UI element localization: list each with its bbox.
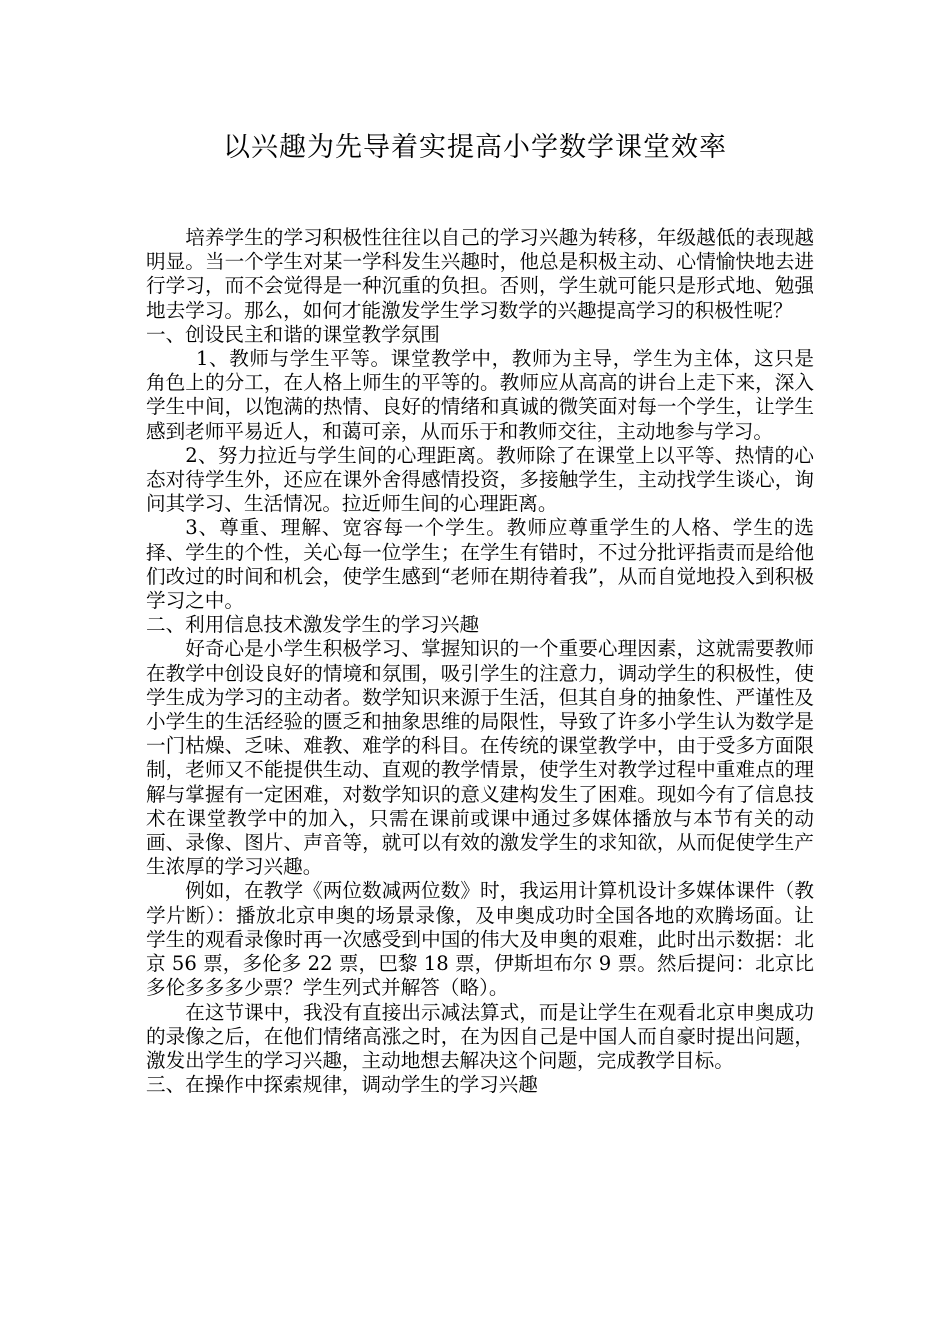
intro-paragraph: 培养学生的学习积极性往往以自己的学习兴趣为转移，年级越低的表现越明显。当一个学生对某一学科发生兴趣时，他总是积极主动、心情愉快地去进行学习，而不会觉得是一种沉重的负担。否则，学生就可能只是形式地、勉强地去学习。那么，如何才能激发学生学习数学的兴趣提高学习的积极性呢？	[146, 226, 814, 322]
document-body	[146, 226, 814, 1097]
section1-paragraph-3: 3、尊重、理解、宽容每一个学生。教师应尊重学生的人格、学生的选择、学生的个性，关心每一位学生；在学生有错时，不过分批评指责而是给他们改过的时间和机会，使学生感到“老师在期待着我”，从而自觉地投入到积极学习之中。	[146, 516, 814, 613]
section2-paragraph-3: 在这节课中，我没有直接出示减法算式，而是让学生在观看北京申奥成功的录像之后，在他们情绪高涨之时，在为因自己是中国人而自豪时提出问题，激发出学生的学习兴趣，主动地想去解决这个问题，完成教学目标。	[146, 1000, 814, 1072]
section2-paragraph-2: 例如，在教学《两位数减两位数》时，我运用计算机设计多媒体课件（教学片断）：播放北京申奥的场景录像，及申奥成功时全国各地的欢腾场面。让学生的观看录像时再一次感受到中国的伟大及申奥的艰难，此时出示数据：北京 56 票，多伦多 22 票，巴黎 18 票，伊斯坦布尔 9 票。然后提问：北京比多伦多多多少票？学生列式并解答（略）。	[146, 879, 814, 1000]
section2-paragraph-1: 好奇心是小学生积极学习、掌握知识的一个重要心理因素，这就需要教师在教学中创设良好的情境和氛围，吸引学生的注意力，调动学生的积极性，使学生成为学习的主动者。数学知识来源于生活，但其自身的抽象性、严谨性及小学生的生活经验的匮乏和抽象思维的局限性，导致了许多小学生认为数学是一门枯燥、乏味、难教、难学的科目。在传统的课堂教学中，由于受多方面限制，老师又不能提供生动、直观的教学情景，使学生对教学过程中重难点的理解与掌握有一定困难，对数学知识的意义建构发生了困难。现如今有了信息技术在课堂教学中的加入，只需在课前或课中通过多媒体播放与本节有关的动画、录像、图片、声音等，就可以有效的激发学生的求知欲，从而促使学生产生浓厚的学习兴趣。	[146, 637, 814, 879]
section-heading-3: 三、在操作中探索规律，调动学生的学习兴趣	[146, 1073, 538, 1097]
section-heading-1: 一、创设民主和谐的课堂教学氛围	[146, 322, 440, 346]
section-heading-2: 二、利用信息技术激发学生的学习兴趣	[146, 613, 480, 637]
document-title: 以兴趣为先导着实提高小学数学课堂效率	[223, 132, 727, 163]
section1-paragraph-1: 1、教师与学生平等。课堂教学中，教师为主导，学生为主体，这只是角色上的分工，在人格上师生的平等的。教师应从高高的讲台上走下来，深入学生中间，以饱满的热情、良好的情绪和真诚的微笑面对每一个学生，让学生感到老师平易近人，和蔼可亲，从而乐于和教师交往，主动地参与学习。	[146, 347, 814, 443]
section1-paragraph-2: 2、努力拉近与学生间的心理距离。教师除了在课堂上以平等、热情的心态对待学生外，还应在课外舍得感情投资，多接触学生，主动找学生谈心，询问其学习、生活情况。拉近师生间的心理距离。	[146, 443, 814, 516]
